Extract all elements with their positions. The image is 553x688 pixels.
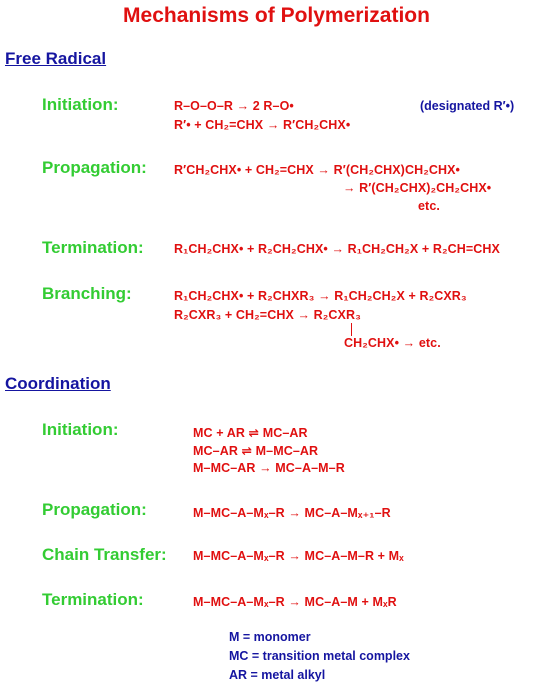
equation-co-initiation-1: MC + AR ⇌ MC–AR xyxy=(193,426,308,440)
step-label-fr-termination: Termination: xyxy=(42,238,144,257)
section-heading-free-radical: Free Radical xyxy=(5,49,107,68)
step-label-fr-propagation: Propagation: xyxy=(42,158,147,177)
equation-co-propagation-1: M–MC–A–Mₓ–R → MC–A–Mₓ₊₁–R xyxy=(193,506,391,520)
step-label-fr-initiation: Initiation: xyxy=(42,95,119,114)
equation-co-initiation-3: M–MC–AR → MC–A–M–R xyxy=(193,461,345,475)
equation-fr-propagation-1: R′CH₂CHX• + CH₂=CHX → R′(CH₂CHX)CH₂CHX• xyxy=(174,163,461,177)
definition-mc: MC = transition metal complex xyxy=(229,649,410,663)
equation-fr-propagation-3: etc. xyxy=(418,199,440,213)
section-heading-coordination: Coordination xyxy=(5,374,111,393)
step-label-fr-branching: Branching: xyxy=(42,284,132,303)
equation-co-chain-transfer-1: M–MC–A–Mₓ–R → MC–A–M–R + Mₓ xyxy=(193,549,404,563)
step-label-co-termination: Termination: xyxy=(42,590,144,609)
equation-co-initiation-2: MC–AR ⇌ M–MC–AR xyxy=(193,444,319,458)
equation-fr-termination-1: R₁CH₂CHX• + R₂CH₂CHX• → R₁CH₂CH₂X + R₂CH=CHX xyxy=(174,242,500,256)
step-label-co-chain-transfer: Chain Transfer: xyxy=(42,545,167,564)
branch-bond-line xyxy=(351,323,352,336)
step-label-co-propagation: Propagation: xyxy=(42,500,147,519)
equation-fr-initiation-1: R–O–O–R → 2 R–O• xyxy=(174,99,294,113)
equation-co-termination-1: M–MC–A–Mₓ–R → MC–A–M + MₓR xyxy=(193,595,397,609)
definition-m: M = monomer xyxy=(229,630,311,644)
equation-fr-branching-2: R₂CXR₃ + CH₂=CHX → R₂CXR₃ xyxy=(174,308,361,322)
equation-fr-branching-1: R₁CH₂CHX• + R₂CHXR₃ → R₁CH₂CH₂X + R₂CXR₃ xyxy=(174,289,467,303)
equation-fr-branching-3: CH₂CHX• → etc. xyxy=(344,336,441,350)
equation-fr-propagation-2: → R′(CH₂CHX)₂CH₂CHX• xyxy=(343,181,492,195)
step-label-co-initiation: Initiation: xyxy=(42,420,119,439)
designation-note: (designated R′•) xyxy=(420,99,515,113)
equation-fr-initiation-2: R′• + CH₂=CHX → R′CH₂CHX• xyxy=(174,118,351,132)
page-title: Mechanisms of Polymerization xyxy=(123,4,430,27)
definition-ar: AR = metal alkyl xyxy=(229,668,326,682)
